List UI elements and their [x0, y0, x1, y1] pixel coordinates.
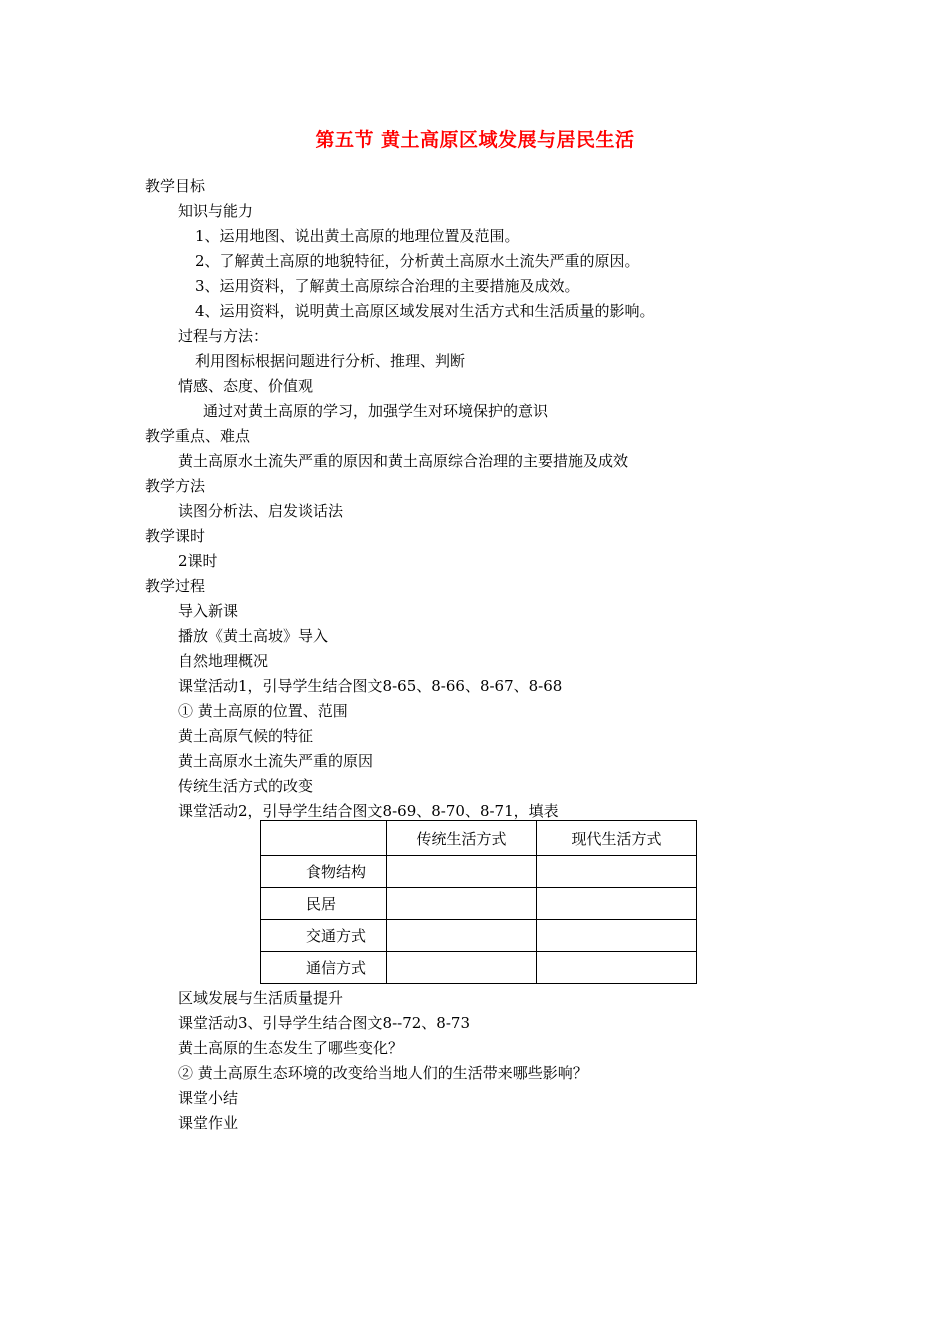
attitude-text: 通过对黄土高原的学习，加强学生对环境保护的意识 — [203, 402, 549, 420]
subheading-knowledge: 知识与能力 — [178, 202, 254, 220]
subheading-attitude: 情感、态度、价值观 — [178, 377, 314, 395]
process-ecology-impact: ② 黄土高原生态环境的改变给当地人们的生活带来哪些影响？ — [178, 1064, 588, 1082]
process-summary: 课堂小结 — [178, 1089, 239, 1107]
table-header-modern: 现代生活方式 — [537, 821, 697, 856]
process-intro: 导入新课 — [178, 602, 239, 620]
goal-item-2: 2、了解黄土高原的地貌特征，分析黄土高原水土流失严重的原因。 — [195, 252, 640, 270]
table-row — [261, 920, 697, 952]
table-cell — [537, 952, 697, 984]
process-method-text: 利用图标根据问题进行分析、推理、判断 — [195, 352, 466, 370]
process-natural-geography: 自然地理概况 — [178, 652, 269, 670]
table-header-row — [261, 821, 697, 856]
table-cell — [537, 856, 697, 888]
table-cell — [537, 920, 697, 952]
process-play-song: 播放《黄土高坡》导入 — [178, 627, 329, 645]
table-header-cell — [261, 821, 387, 856]
table-row-label: 通信方式 — [306, 959, 367, 977]
table-cell — [387, 952, 537, 984]
table-row-label: 交通方式 — [306, 927, 367, 945]
heading-teaching-process: 教学过程 — [145, 577, 206, 595]
process-activity-1: 课堂活动1，引导学生结合图文8-65、8-66、8-67、8-68 — [178, 677, 563, 695]
table-cell — [537, 888, 697, 920]
process-ecology-change: 黄土高原的生态发生了哪些变化？ — [178, 1039, 404, 1057]
document-title: 第五节 黄土高原区域发展与居民生活 — [315, 129, 635, 151]
process-regional-development: 区域发展与生活质量提升 — [178, 989, 344, 1007]
heading-teaching-goals: 教学目标 — [145, 177, 206, 195]
process-activity-2: 课堂活动2，引导学生结合图文8-69、8-70、8-71，填表 — [178, 802, 559, 820]
heading-teaching-method: 教学方法 — [145, 477, 206, 495]
table-cell — [387, 888, 537, 920]
table-cell — [387, 856, 537, 888]
lifestyle-table — [260, 820, 697, 984]
table-row-label: 食物结构 — [306, 863, 367, 881]
process-location-range: ① 黄土高原的位置、范围 — [178, 702, 348, 720]
heading-class-hours: 教学课时 — [145, 527, 206, 545]
table-row — [261, 856, 697, 888]
heading-key-points: 教学重点、难点 — [145, 427, 251, 445]
goal-item-4: 4、运用资料，说明黄土高原区域发展对生活方式和生活质量的影响。 — [195, 302, 655, 320]
table-row — [261, 888, 697, 920]
process-lifestyle-change: 传统生活方式的改变 — [178, 777, 314, 795]
key-points-text: 黄土高原水土流失严重的原因和黄土高原综合治理的主要措施及成效 — [178, 452, 629, 470]
goal-item-3: 3、运用资料，了解黄土高原综合治理的主要措施及成效。 — [195, 277, 580, 295]
table-row-label: 民居 — [306, 895, 337, 913]
process-activity-3: 课堂活动3、引导学生结合图文8--72、8-73 — [178, 1014, 471, 1032]
table-header-traditional: 传统生活方式 — [387, 821, 537, 856]
table-cell — [387, 920, 537, 952]
subheading-process-method: 过程与方法： — [178, 327, 269, 345]
table-row — [261, 952, 697, 984]
process-homework: 课堂作业 — [178, 1114, 239, 1132]
process-erosion-causes: 黄土高原水土流失严重的原因 — [178, 752, 374, 770]
goal-item-1: 1、运用地图、说出黄土高原的地理位置及范围。 — [195, 227, 520, 245]
process-climate: 黄土高原气候的特征 — [178, 727, 314, 745]
class-hours-text: 2课时 — [178, 552, 218, 570]
teaching-method-text: 读图分析法、启发谈话法 — [178, 502, 344, 520]
